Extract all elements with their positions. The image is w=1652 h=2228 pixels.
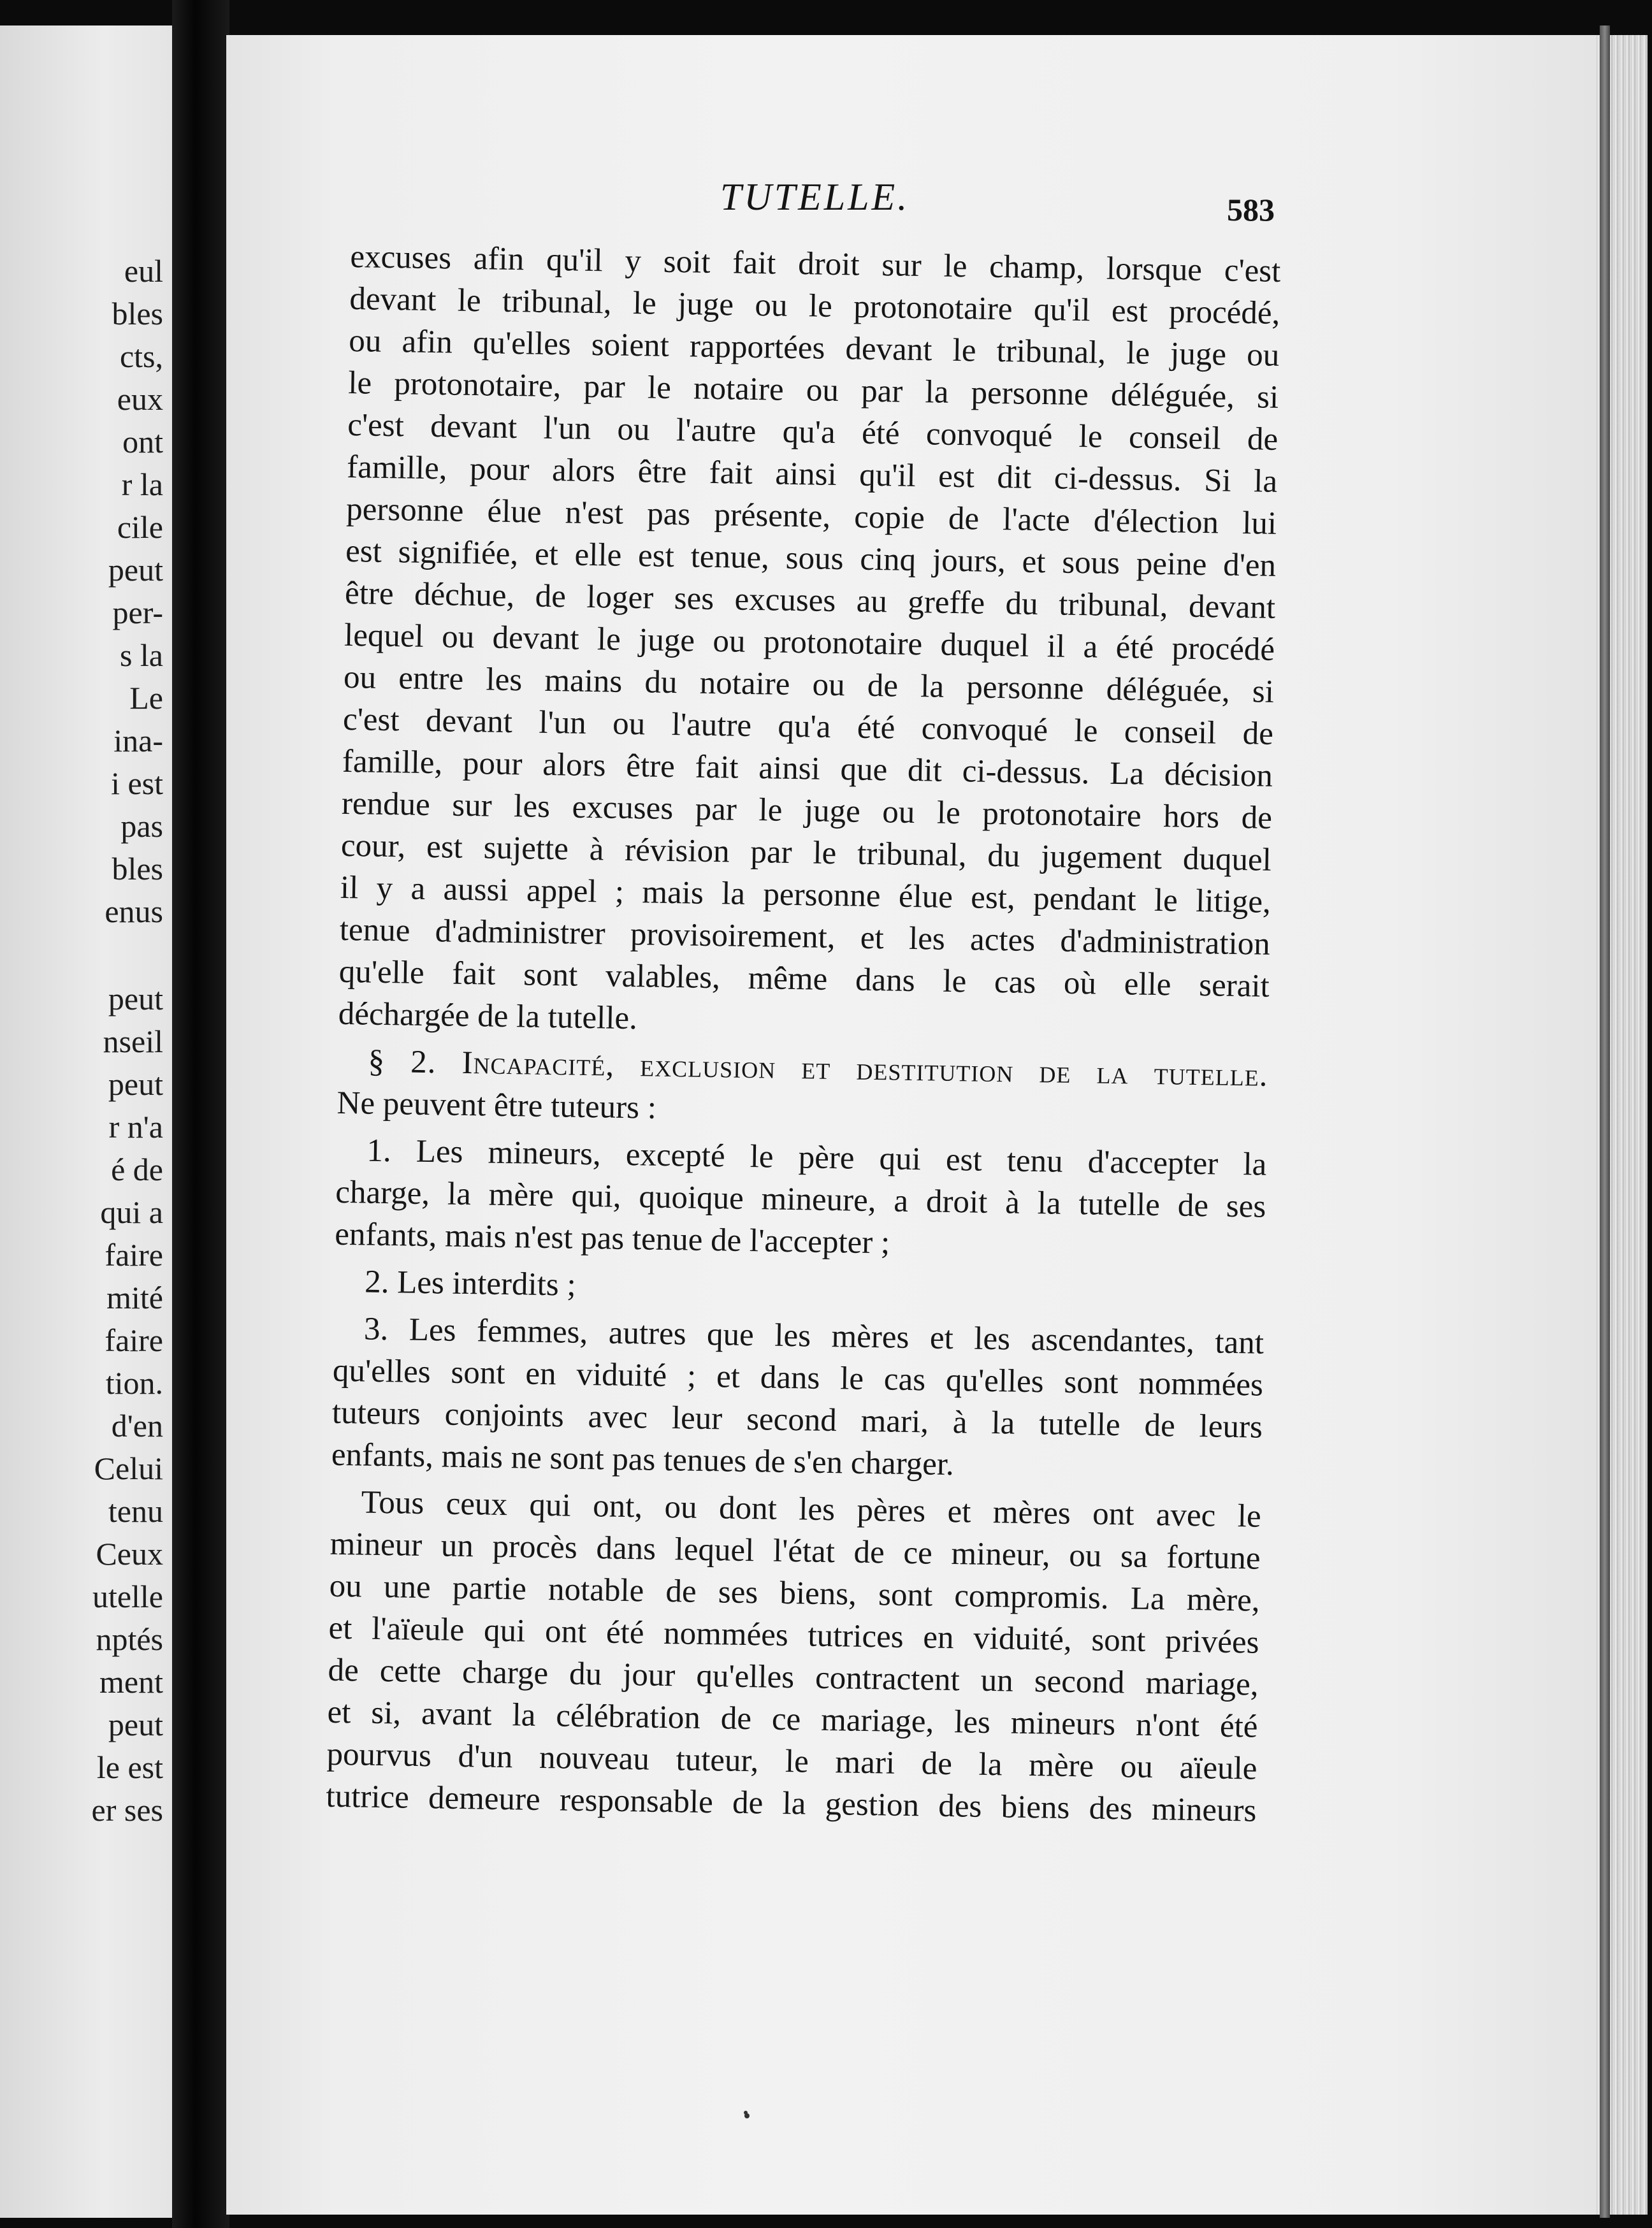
- list-item-3-line: 3. Les femmes, autres que les mères et les ascendantes, tant: [363, 1311, 1264, 1361]
- section-heading: § 2. Incapacité, exclusion et destitution de la tutelle.: [368, 1043, 1268, 1094]
- left-page-text-fragment: peut: [108, 1066, 163, 1102]
- left-page-text-fragment: Ceux: [96, 1536, 163, 1572]
- left-page-text-fragment: r n'a: [108, 1109, 163, 1145]
- body-line: est signifiée, et elle est tenue, sous cinq jours, et sous peine d'en: [345, 533, 1277, 584]
- page-edge-shadow: [1600, 25, 1610, 2218]
- left-page-text-fragment: i est: [111, 765, 163, 801]
- body-line: lequel ou devant le juge ou protonotaire duquel il a été procédé: [344, 617, 1275, 668]
- left-page-text-fragment: Celui: [94, 1450, 163, 1486]
- body-line: excuses afin qu'il y soit fait droit sur le champ, lorsque c'est: [350, 238, 1281, 289]
- left-page-text-fragment: peut: [108, 981, 163, 1016]
- section-intro: Ne peuvent être tuteurs :: [337, 1085, 657, 1126]
- list-item-3-line: tuteurs conjoints avec leur second mari, à la tutelle de leurs: [331, 1394, 1263, 1445]
- left-page-text-fragment: é de: [111, 1152, 163, 1187]
- left-page-text-fragment: le est: [96, 1749, 163, 1785]
- body-line: devant le tribunal, le juge ou le protonotaire qu'il est procédé,: [349, 280, 1280, 331]
- paragraph-line: et si, avant la célébration de ce mariage, les mineurs n'ont été: [327, 1694, 1258, 1745]
- list-item-1-line: 1. Les mineurs, excepté le père qui est tenu d'accepter la: [366, 1132, 1267, 1183]
- left-page-text-fragment: eul: [124, 253, 163, 289]
- body-line: ou afin qu'elles soient rapportées devant le tribunal, le juge ou: [348, 322, 1280, 373]
- left-page-text-fragment: eux: [117, 381, 163, 417]
- left-page-text-fragment: faire: [105, 1237, 163, 1273]
- left-page-text-fragment: peut: [108, 552, 163, 588]
- left-page-text-fragment: r la: [121, 467, 163, 502]
- body-line: déchargée de la tutelle.: [338, 995, 638, 1037]
- left-page-text-fragment: Le: [129, 680, 163, 716]
- list-item-2: 2. Les interdits ;: [364, 1264, 577, 1303]
- list-item-3-line: qu'elles sont en viduité ; et dans le cas qu'elles sont nommées: [332, 1352, 1264, 1403]
- page-body: [326, 236, 1281, 1832]
- left-page-text-fragment: nptés: [96, 1621, 163, 1657]
- paragraph-line: pourvus d'un nouveau tuteur, le mari de la mère ou aïeule: [326, 1736, 1257, 1787]
- left-page-text-fragment: enus: [105, 893, 163, 929]
- paragraph-line: mineur un procès dans lequel l'état de ce mineur, ou sa fortune: [330, 1526, 1261, 1577]
- body-line: il y a aussi appel ; mais la personne élue est, pendant le litige,: [340, 869, 1272, 920]
- left-page-text-fragment: peut: [108, 1707, 163, 1742]
- list-item-1-line: charge, la mère qui, quoique mineure, a droit à la tutelle de ses: [335, 1174, 1266, 1225]
- left-page-text-fragment: nseil: [103, 1024, 163, 1059]
- left-page-text-fragment: per-: [112, 595, 163, 630]
- body-line: être déchue, de loger ses excuses au greffe du tribunal, devant: [344, 575, 1276, 626]
- body-line: c'est devant l'un ou l'autre qu'a été convoqué le conseil de: [342, 701, 1274, 752]
- paragraph-line: tutrice demeure responsable de la gestion des biens des mineurs: [326, 1778, 1257, 1829]
- body-line: famille, pour alors être fait ainsi qu'il est dit ci-dessus. Si la: [346, 449, 1278, 500]
- paragraph-line: de cette charge du jour qu'elles contractent un second mariage,: [328, 1652, 1259, 1703]
- paragraph-line: ou une partie notable de ses biens, sont compromis. La mère,: [329, 1568, 1260, 1619]
- left-page-text-fragment: ina-: [113, 723, 163, 758]
- book-gutter: [172, 0, 229, 2228]
- left-page-text-fragment: tenu: [108, 1493, 163, 1529]
- left-page-text-fragment: mité: [106, 1280, 163, 1315]
- left-page-text-fragment: pas: [120, 808, 163, 844]
- body-line: personne élue n'est pas présente, copie de l'acte d'élection lui: [345, 491, 1277, 542]
- list-item-3-line: enfants, mais ne sont pas tenues de s'en charger.: [331, 1436, 955, 1483]
- left-page-text-fragment: s la: [119, 637, 163, 673]
- left-page-text-fragment: d'en: [111, 1408, 163, 1443]
- left-page-text-fragment: cile: [117, 509, 163, 545]
- body-line: cour, est sujette à révision par le tribunal, du jugement duquel: [340, 827, 1272, 878]
- ink-speck: [744, 2111, 748, 2115]
- left-page-text-fragment: ont: [122, 424, 163, 459]
- body-line: le protonotaire, par le notaire ou par la personne déléguée, si: [347, 365, 1279, 416]
- page-number: 583: [1227, 192, 1275, 228]
- body-line: qu'elle fait sont valables, même dans le cas où elle serait: [338, 953, 1270, 1004]
- left-page-text-fragment: bles: [112, 296, 163, 331]
- left-page-text-fragment: faire: [105, 1322, 163, 1358]
- left-page-text-fragment: qui a: [100, 1194, 163, 1230]
- body-line: c'est devant l'un ou l'autre qu'a été convoqué le conseil de: [347, 407, 1279, 458]
- body-line: rendue sur les excuses par le juge ou le protonotaire hors de: [341, 785, 1273, 836]
- body-line: tenue d'administrer provisoirement, et les actes d'administration: [339, 911, 1271, 962]
- left-page-text-fragment: utelle: [92, 1579, 163, 1614]
- paragraph-line: et l'aïeule qui ont été nommées tutrices en viduité, sont privées: [328, 1610, 1259, 1661]
- left-page-text-fragment: er ses: [91, 1792, 163, 1828]
- list-item-1-line: enfants, mais n'est pas tenue de l'accepter ;: [334, 1216, 890, 1261]
- left-facing-page: [0, 25, 172, 2218]
- left-page-text-fragment: cts,: [119, 338, 163, 374]
- left-page-text-fragment: bles: [112, 851, 163, 886]
- body-line: ou entre les mains du notaire ou de la personne déléguée, si: [343, 659, 1275, 710]
- running-header: TUTELLE.: [720, 176, 910, 218]
- paragraph-line: Tous ceux qui ont, ou dont les pères et mères ont avec le: [361, 1484, 1262, 1535]
- left-page-text-fragment: tion.: [105, 1365, 163, 1401]
- body-line: famille, pour alors être fait ainsi que dit ci-dessus. La décision: [342, 743, 1273, 794]
- left-page-text-fragment: ment: [99, 1664, 163, 1700]
